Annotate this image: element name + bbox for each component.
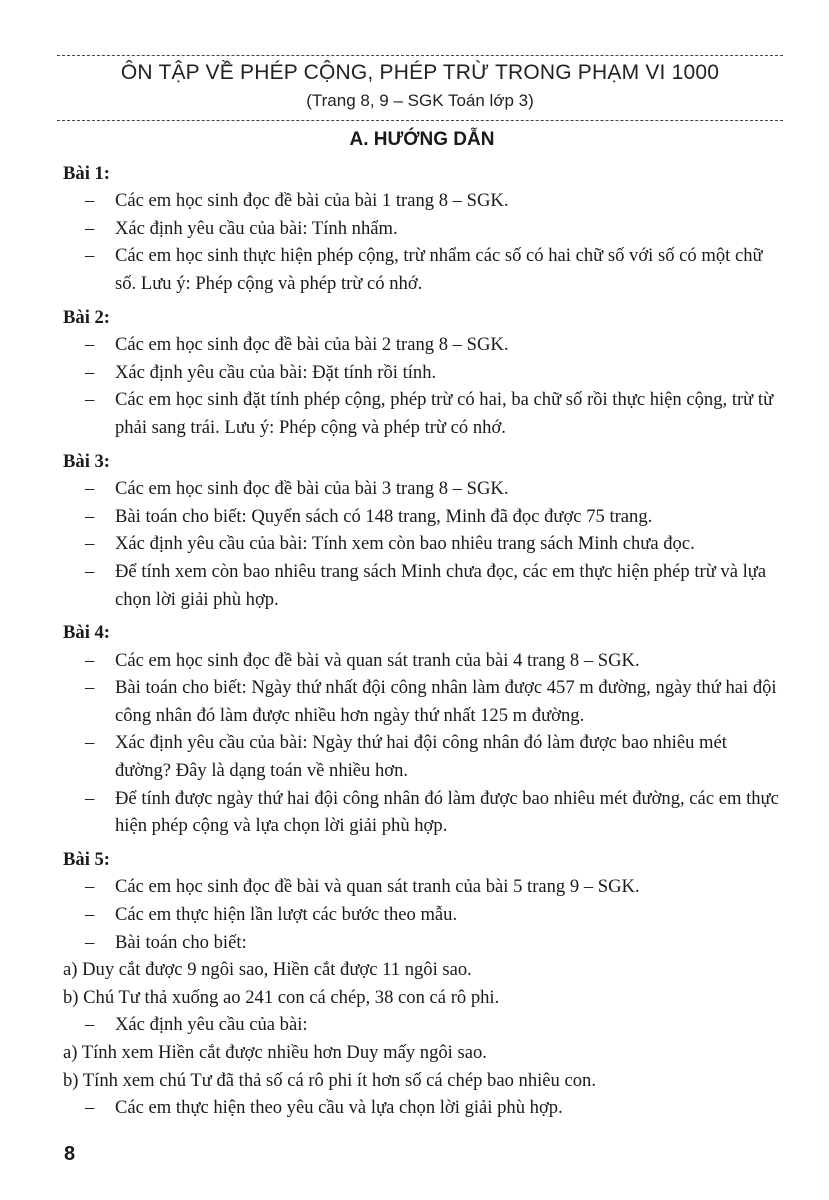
exercise-4-title: Bài 4: — [63, 622, 111, 644]
section-title: A. HƯỚNG DẪN — [349, 129, 495, 150]
list-item: – Xác định yêu cầu của bài: Tính nhẩm. — [85, 217, 398, 239]
page-content — [63, 126, 781, 1122]
list-item: – Các em học sinh đặt tính phép cộng, phép trừ có hai, ba chữ số rồi thực hiện cộng, trừ từ phải sang trái. Lưu ý: Phép cộng và phép trừ có nhớ. — [85, 389, 774, 438]
list-item: – Các em học sinh đọc đề bài và quan sát tranh của bài 4 trang 8 – SGK. — [85, 649, 640, 671]
exercise-5-title: Bài 5: — [63, 848, 111, 870]
lesson-title: ÔN TẬP VỀ PHÉP CỘNG, PHÉP TRỪ TRONG PHẠM VI 1000 — [120, 61, 720, 84]
page-header — [57, 60, 783, 114]
list-item: – Các em học sinh thực hiện phép cộng, trừ nhẩm các số có hai chữ số với số có một chữ số. Lưu ý: Phép cộng và phép trừ có nhớ. — [85, 245, 763, 294]
list-item: – Xác định yêu cầu của bài: Đặt tính rồi tính. — [85, 361, 437, 383]
sub-item: b) Chú Tư thả xuống ao 241 con cá chép, 38 con cá rô phi. — [63, 986, 500, 1008]
list-item: – Xác định yêu cầu của bài: Ngày thứ hai đội công nhân đó làm được bao nhiêu mét đường? Đây là dạng toán về nhiều hơn. — [85, 732, 727, 782]
page-number: 8 — [64, 1143, 76, 1165]
bottom-divider — [57, 120, 783, 121]
exercise-3-title: Bài 3: — [63, 450, 111, 472]
list-item: – Để tính được ngày thứ hai đội công nhân đó làm được bao nhiêu mét đường, các em thực hiện phép cộng và lựa chọn lời giải phù hợp. — [85, 787, 779, 837]
list-item: – Các em học sinh đọc đề bài của bài 2 trang 8 – SGK. — [85, 334, 509, 356]
list-item: – Để tính xem còn bao nhiêu trang sách Minh chưa đọc, các em thực hiện phép trừ và lựa chọn lời giải phù hợp. — [85, 560, 767, 610]
sub-item: b) Tính xem chú Tư đã thả số cá rô phi ít hơn số cá chép bao nhiêu con. — [63, 1069, 596, 1091]
list-item: – Xác định yêu cầu của bài: Tính xem còn bao nhiêu trang sách Minh chưa đọc. — [85, 533, 695, 555]
list-item: – Bài toán cho biết: Quyển sách có 148 trang, Minh đã đọc được 75 trang. — [85, 505, 653, 527]
list-item: – Các em học sinh đọc đề bài của bài 1 trang 8 – SGK. — [85, 190, 509, 212]
list-item: – Bài toán cho biết: — [85, 931, 247, 953]
list-item: – Bài toán cho biết: Ngày thứ nhất đội công nhân làm được 457 m đường, ngày thứ hai đội công nhân đó làm được nhiều hơn ngày thứ nhất 125 m đường. — [85, 677, 777, 726]
list-item: – Các em học sinh đọc đề bài của bài 3 trang 8 – SGK. — [85, 478, 509, 500]
lesson-subtitle: (Trang 8, 9 – SGK Toán lớp 3) — [306, 91, 534, 110]
list-item: – Các em thực hiện theo yêu cầu và lựa chọn lời giải phù hợp. — [85, 1097, 563, 1119]
top-divider — [57, 55, 783, 56]
list-item: – Các em thực hiện lần lượt các bước theo mẫu. — [85, 904, 458, 926]
exercise-2-title: Bài 2: — [63, 306, 111, 328]
exercise-1-title: Bài 1: — [63, 162, 111, 184]
list-item: – Các em học sinh đọc đề bài và quan sát tranh của bài 5 trang 9 – SGK. — [85, 876, 640, 898]
sub-item: a) Tính xem Hiền cắt được nhiều hơn Duy mấy ngôi sao. — [63, 1042, 487, 1063]
list-item: – Xác định yêu cầu của bài: — [85, 1014, 308, 1036]
sub-item: a) Duy cắt được 9 ngôi sao, Hiền cắt được 11 ngôi sao. — [63, 959, 472, 981]
